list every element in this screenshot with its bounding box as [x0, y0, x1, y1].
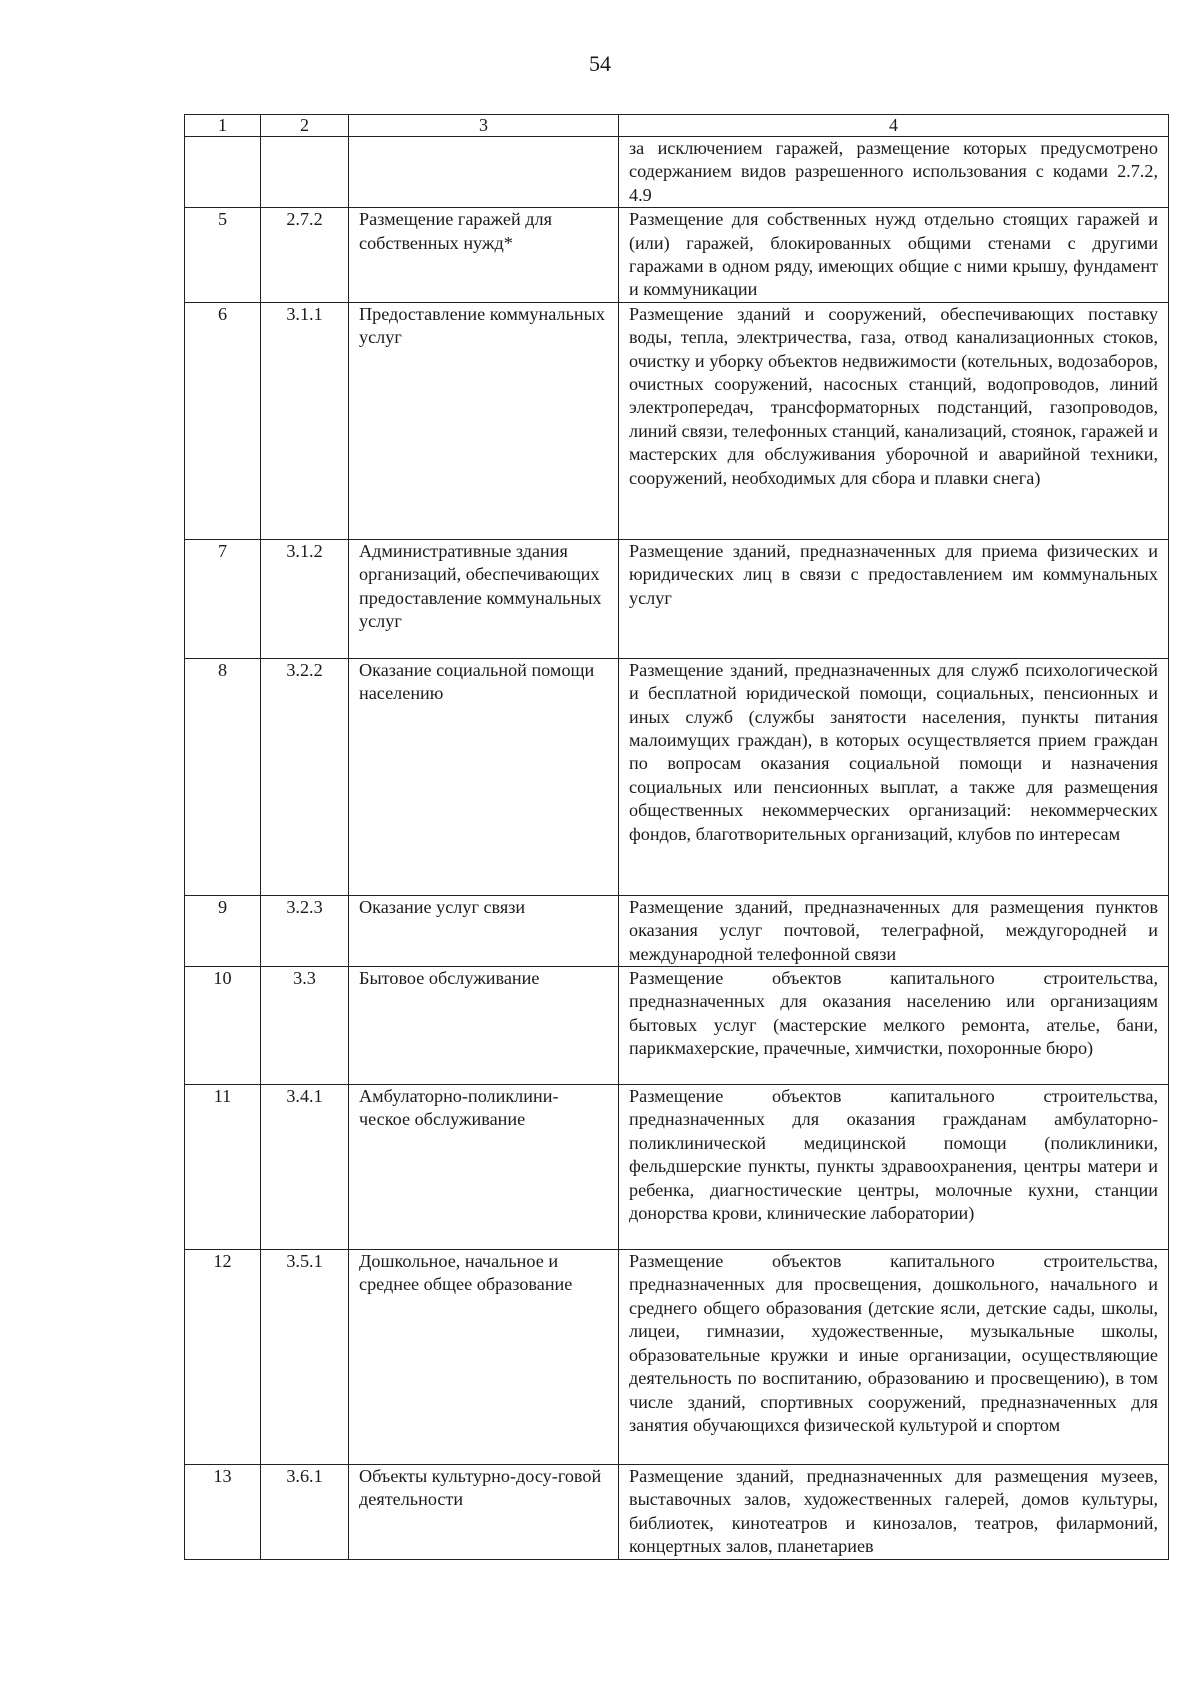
row-number: 11 — [185, 1085, 261, 1250]
row-code: 3.1.1 — [261, 302, 349, 539]
row-number: 8 — [185, 658, 261, 895]
header-col-2: 2 — [261, 115, 349, 137]
row-description: за исключением гаражей, размещение которых предусмотрено содержанием видов разрешенного использования с кодами 2.7.2, 4.9 — [619, 137, 1169, 208]
row-code: 3.1.2 — [261, 539, 349, 658]
row-code: 3.2.2 — [261, 658, 349, 895]
row-name: Предоставление коммунальных услуг — [349, 302, 619, 539]
row-code: 3.3 — [261, 967, 349, 1085]
table-header-row — [185, 115, 1169, 137]
header-col-4: 4 — [619, 115, 1169, 137]
row-name — [349, 137, 619, 208]
row-description: Размещение для собственных нужд отдельно стоящих гаражей и (или) гаражей, блокированных общими стенами с другими гаражами в одном ряду, имеющих общие с ними крышу, фундамент и коммуникации — [619, 208, 1169, 303]
row-code: 3.6.1 — [261, 1465, 349, 1560]
row-name: Дошкольное, начальное и среднее общее образование — [349, 1250, 619, 1465]
row-number — [185, 137, 261, 208]
row-name: Амбулаторно-поликлини-ческое обслуживание — [349, 1085, 619, 1250]
row-number: 12 — [185, 1250, 261, 1465]
table-row — [185, 137, 1169, 208]
table-row — [185, 208, 1169, 303]
row-number: 9 — [185, 895, 261, 966]
row-description: Размещение объектов капитального строительства, предназначенных для оказания населению или организациям бытовых услуг (мастерские мелкого ремонта, ателье, бани, парикмахерские, прачечные, химчистки, похоронные бюро) — [619, 967, 1169, 1085]
table-row — [185, 302, 1169, 539]
land-use-table — [184, 114, 1169, 1560]
page-number: 54 — [589, 51, 611, 76]
table-row — [185, 1085, 1169, 1250]
table-row — [185, 658, 1169, 895]
table-row — [185, 539, 1169, 658]
row-code: 3.5.1 — [261, 1250, 349, 1465]
table-row — [185, 1250, 1169, 1465]
row-number: 5 — [185, 208, 261, 303]
row-number: 13 — [185, 1465, 261, 1560]
row-number: 10 — [185, 967, 261, 1085]
row-name: Административные здания организаций, обеспечивающих предоставление коммунальных услуг — [349, 539, 619, 658]
row-description: Размещение объектов капитального строительства, предназначенных для оказания гражданам амбулаторно-поликлинической медицинской помощи (поликлиники, фельдшерские пункты, пункты здравоохранения, центры матери и ребенка, диагностические центры, молочные кухни, станции донорства крови, клинические лаборатории) — [619, 1085, 1169, 1250]
row-description: Размещение объектов капитального строительства, предназначенных для просвещения, дошкольного, начального и среднего общего образования (детские ясли, детские сады, школы, лицеи, гимназии, художественные, музыкальные школы, образовательные кружки и иные организации, осуществляющие деятельность по воспитанию, образованию и просвещению), в том числе зданий, спортивных сооружений, предназначенных для занятия обучающихся физической культурой и спортом — [619, 1250, 1169, 1465]
table-row — [185, 967, 1169, 1085]
row-description: Размещение зданий и сооружений, обеспечивающих поставку воды, тепла, электричества, газа, отвод канализационных стоков, очистку и уборку объектов недвижимости (котельных, водозаборов, очистных сооружений, насосных станций, водопроводов, линий электропередач, трансформаторных подстанций, газопроводов, линий связи, телефонных станций, канализаций, стоянок, гаражей и мастерских для обслуживания уборочной и аварийной техники, сооружений, необходимых для сбора и плавки снега) — [619, 302, 1169, 539]
row-code: 3.2.3 — [261, 895, 349, 966]
row-name: Объекты культурно-досу-говой деятельности — [349, 1465, 619, 1560]
table-row — [185, 895, 1169, 966]
row-name: Размещение гаражей для собственных нужд* — [349, 208, 619, 303]
row-name: Оказание социальной помощи населению — [349, 658, 619, 895]
row-name: Бытовое обслуживание — [349, 967, 619, 1085]
row-description: Размещение зданий, предназначенных для приема физических и юридических лиц в связи с предоставлением им коммунальных услуг — [619, 539, 1169, 658]
row-description: Размещение зданий, предназначенных для размещения пунктов оказания услуг почтовой, телеграфной, междугородней и международной телефонной связи — [619, 895, 1169, 966]
row-number: 6 — [185, 302, 261, 539]
header-col-1: 1 — [185, 115, 261, 137]
table-row — [185, 1465, 1169, 1560]
row-description: Размещение зданий, предназначенных для размещения музеев, выставочных залов, художественных галерей, домов культуры, библиотек, кинотеатров и кинозалов, театров, филармоний, концертных залов, планетариев — [619, 1465, 1169, 1560]
row-number: 7 — [185, 539, 261, 658]
row-code: 3.4.1 — [261, 1085, 349, 1250]
row-code: 2.7.2 — [261, 208, 349, 303]
row-description: Размещение зданий, предназначенных для служб психологической и бесплатной юридической помощи, социальных, пенсионных и иных служб (службы занятости населения, пункты питания малоимущих граждан), в которых осуществляется прием граждан по вопросам оказания социальной помощи и назначения социальных или пенсионных выплат, а также для размещения общественных некоммерческих организаций: некоммерческих фондов, благотворительных организаций, клубов по интересам — [619, 658, 1169, 895]
row-name: Оказание услуг связи — [349, 895, 619, 966]
header-col-3: 3 — [349, 115, 619, 137]
row-code — [261, 137, 349, 208]
